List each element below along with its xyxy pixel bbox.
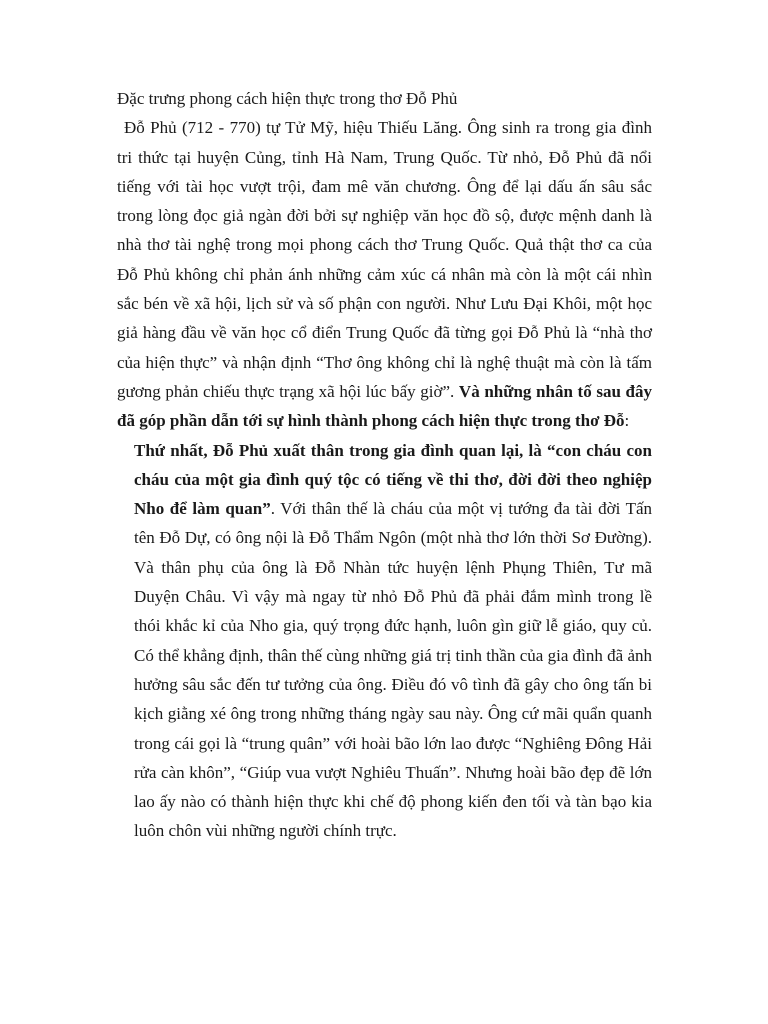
first-point-paragraph: [134, 436, 652, 846]
intro-text: Đỗ Phủ (712 - 770) tự Tử Mỹ, hiệu Thiếu Lăng. Ông sinh ra trong gia đình tri thức tại huyện Củng, tỉnh Hà Nam, Trung Quốc. Từ nhỏ, Đỗ Phủ đã nổi tiếng với tài học vượt trội, đam mê văn chương. Ông để lại dấu ấn sâu sắc trong lòng đọc giả ngàn đời bởi sự nghiệp văn học đồ sộ, được mệnh danh là nhà thơ tài nghệ trong mọi phong cách thơ Trung Quốc. Quả thật thơ ca của Đỗ Phủ không chỉ phản ánh những cảm xúc cá nhân mà còn là một cái nhìn sắc bén về xã hội, lịch sử và số phận con người. Như Lưu Đại Khôi, một học giả hàng đầu về văn học cổ điển Trung Quốc đã từng gọi Đỗ Phủ là “nhà thơ của hiện thực” và nhận định “Thơ ông không chỉ là nghệ thuật mà còn là tấm gương phản chiếu thực trạng xã hội lúc bấy giờ”.: [117, 118, 652, 401]
first-point-bold: Thứ nhất, Đỗ Phủ xuất thân trong gia đình quan lại, là “con cháu con cháu của một gia đình quý tộc có tiếng về thi thơ, đời đời theo nghiệp Nho để làm quan”: [134, 440, 652, 519]
intro-bold-statement: Và những nhân tố sau đây đã góp phần dẫn tới sự hình thành phong cách hiện thực trong thơ Đỗ: [117, 381, 652, 431]
first-point-text: . Với thân thế là cháu của một vị tướng đa tài đời Tấn tên Đỗ Dự, có ông nội là Đỗ Thẩm Ngôn (một nhà thơ lớn thời Sơ Đường). Và thân phụ của ông là Đỗ Nhàn tức huyện lệnh Phụng Thiên, Tư mã Duyện Châu. Vì vậy mà ngay từ nhỏ Đỗ Phủ đã phải đắm mình trong lề thói khắc kỉ của Nho gia, quý trọng đức hạnh, luôn gìn giữ lễ giáo, quy củ. Có thể khẳng định, thân thế cùng những giá trị tinh thần của gia đình đã ảnh hưởng sâu sắc đến tư tưởng của ông. Điều đó vô tình đã gây cho ông tấn bi kịch giằng xé ông trong những tháng ngày sau này. Ông cứ mãi quẩn quanh trong cái gọi là “trung quân” với hoài bão lớn lao được “Nghiêng Đông Hải rửa càn khôn”, “Giúp vua vượt Nghiêu Thuấn”. Nhưng hoài bão đẹp đẽ lớn lao ấy nào có thành hiện thực khi chế độ phong kiến đen tối và tàn bạo kia luôn chôn vùi những người chính trực.: [134, 499, 653, 841]
intro-paragraph: [117, 113, 652, 435]
document-title: Đặc trưng phong cách hiện thực trong thơ Đỗ Phủ: [117, 89, 458, 108]
document-body: [117, 84, 652, 846]
intro-colon: :: [624, 411, 630, 431]
